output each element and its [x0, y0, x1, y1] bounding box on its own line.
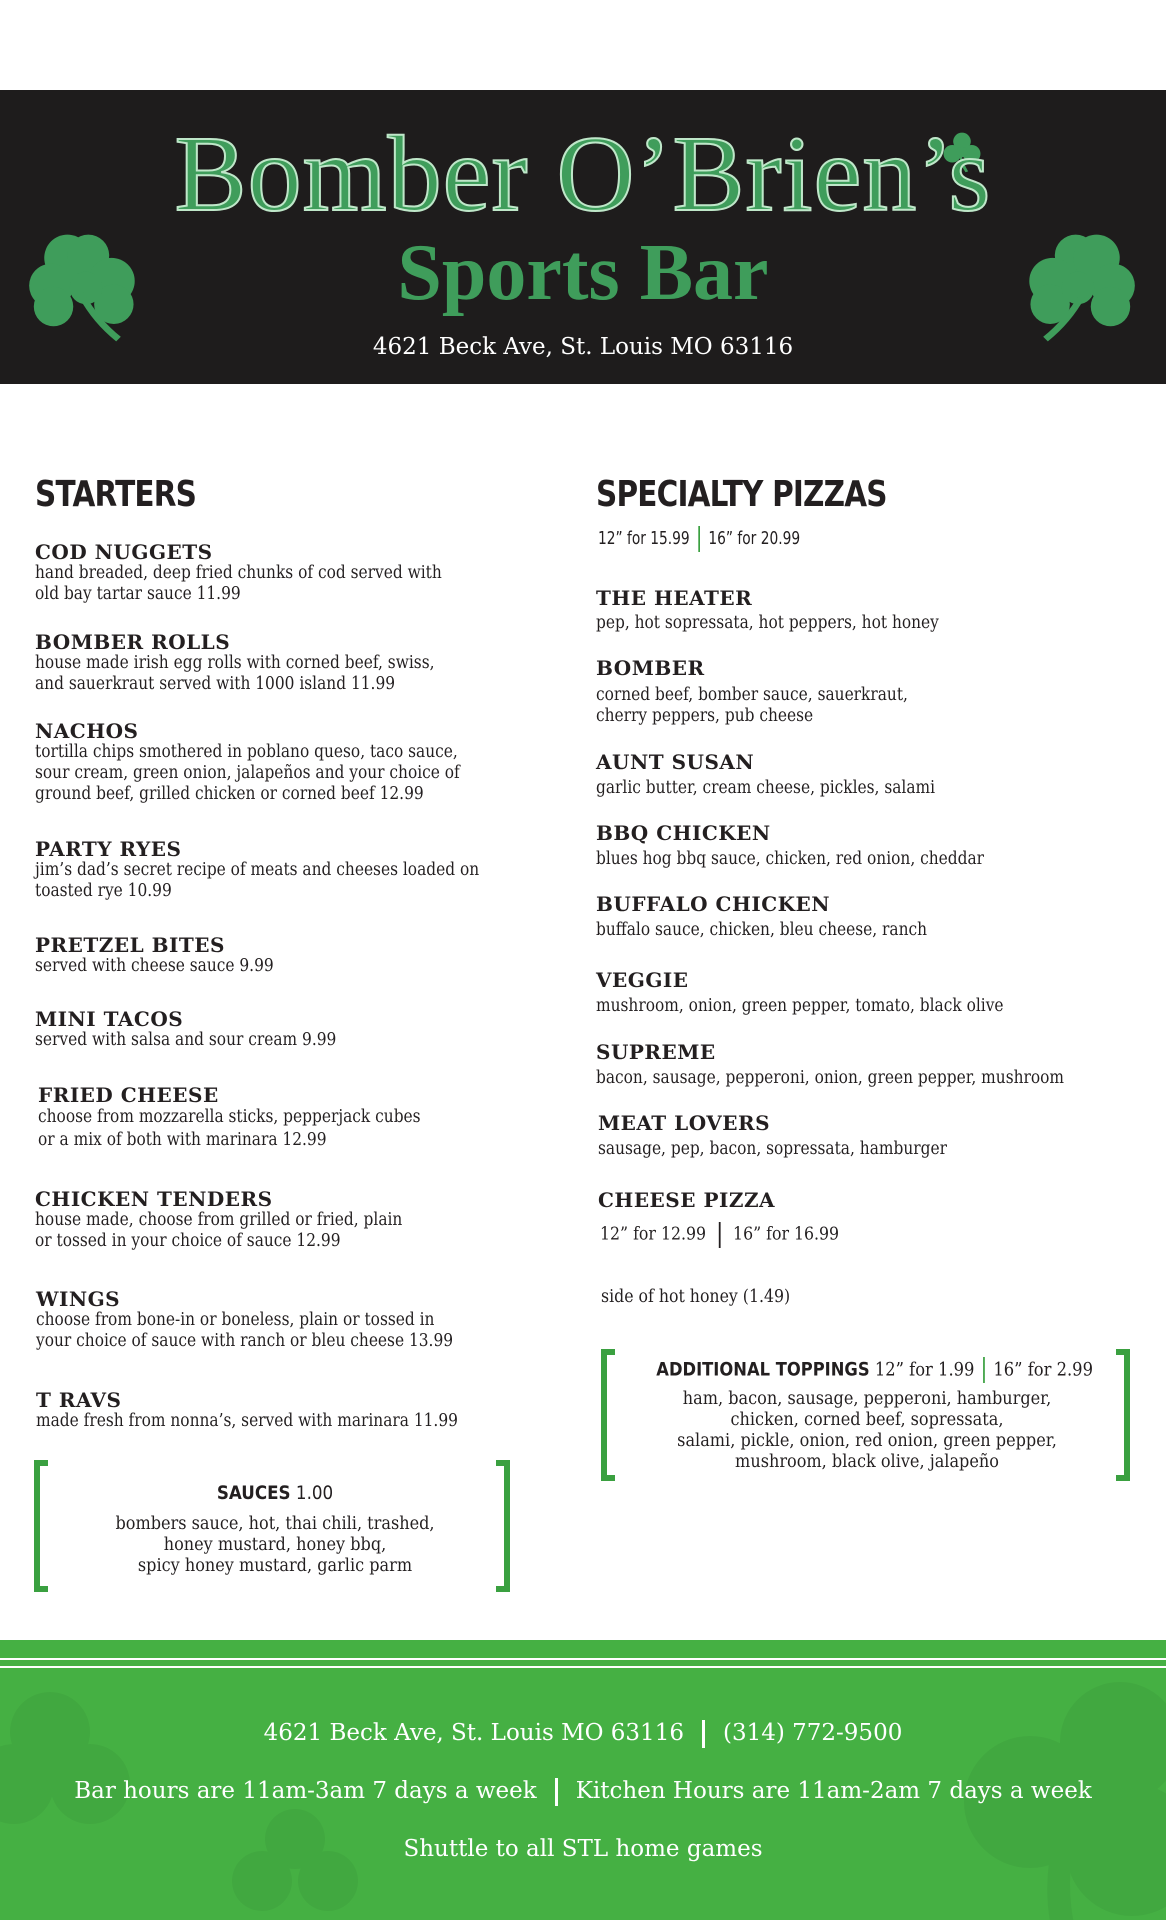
item-name: BBQ CHICKEN — [596, 821, 771, 845]
item-name: NACHOS — [35, 719, 139, 743]
footer-rule — [0, 1666, 1166, 1668]
divider — [719, 1222, 721, 1248]
item-name: CHICKEN TENDERS — [35, 1187, 273, 1211]
item-description: tortilla chips smothered in poblano queso, taco sauce, sour cream, green onion, jalapeños and your choice of ground beef, grilled chicken or corned beef 12.99 — [35, 742, 460, 804]
bracket-left — [601, 1349, 615, 1481]
item-name: BOMBER ROLLS — [35, 630, 231, 654]
item-description: choose from mozzarella sticks, pepperjack cubes or a mix of both with marinara 12.99 — [38, 1107, 421, 1150]
cheese-pizza-prices — [600, 1222, 839, 1248]
brand-name: Bomber O’Brien’s — [174, 115, 992, 234]
sauces-label: SAUCES — [216, 1482, 291, 1504]
item-name: MEAT LOVERS — [598, 1111, 771, 1135]
footer-rule — [0, 1658, 1166, 1660]
footer-hours — [0, 1778, 1166, 1806]
menu-item — [596, 587, 1166, 634]
sauces-box — [60, 1482, 490, 1577]
item-description: house made irish egg rolls with corned beef, swiss, and sauerkraut served with 1000 island 11.99 — [35, 653, 435, 694]
item-name: BOMBER — [596, 656, 705, 680]
kitchen-hours: Kitchen Hours are 11am-2am 7 days a week — [575, 1778, 1092, 1804]
starters-title: STARTERS — [35, 474, 197, 515]
price-large: 16” for 20.99 — [708, 528, 801, 549]
item-name: AUNT SUSAN — [596, 750, 755, 774]
footer-address: 4621 Beck Ave, St. Louis MO 63116 — [263, 1720, 684, 1746]
menu-item — [596, 657, 1166, 727]
bracket-right — [1116, 1349, 1130, 1481]
cheese-pizza — [598, 1189, 775, 1211]
menu-item — [36, 1288, 676, 1352]
footer-phone[interactable]: (314) 772-9500 — [722, 1720, 903, 1746]
item-description: choose from bone-in or boneless, plain or tossed in your choice of sauce with ranch or bleu cheese 13.99 — [36, 1310, 454, 1351]
menu-item — [35, 631, 675, 695]
menu-item — [596, 822, 1166, 870]
bracket-left — [34, 1460, 48, 1592]
divider — [698, 526, 700, 552]
header-address: 4621 Beck Ave, St. Louis MO 63116 — [372, 334, 794, 360]
item-description: sausage, pep, bacon, sopressata, hamburger — [598, 1139, 947, 1159]
menu-item — [38, 1084, 678, 1152]
toppings-list: ham, bacon, sausage, pepperoni, hamburger, chicken, corned beef, sopressata, salami, pickle, onion, red onion, green pepper, mushroom, black olive, jalapeño — [677, 1389, 1057, 1472]
menu-item — [35, 720, 675, 805]
item-description: blues hog bbq sauce, chicken, red onion, cheddar — [596, 849, 985, 869]
footer — [0, 1640, 1166, 1920]
bracket-right — [496, 1460, 510, 1592]
item-name: SUPREME — [596, 1040, 716, 1064]
header-banner — [0, 90, 1166, 384]
item-name: PRETZEL BITES — [35, 933, 225, 957]
divider — [702, 1720, 705, 1748]
toppings-box — [622, 1357, 1112, 1473]
item-description: house made, choose from grilled or fried, plain or tossed in your choice of sauce 12.99 — [35, 1210, 403, 1251]
menu-item — [598, 1112, 1166, 1160]
menu-item — [35, 934, 675, 977]
item-name: CHEESE PIZZA — [598, 1188, 776, 1212]
item-description: bacon, sausage, pepperoni, onion, green pepper, mushroom — [596, 1068, 1065, 1088]
item-name: MINI TACOS — [35, 1007, 184, 1031]
price-large: 16” for 16.99 — [733, 1224, 840, 1245]
item-description: served with cheese sauce 9.99 — [35, 956, 274, 976]
menu-item — [35, 1008, 675, 1051]
item-name: FRIED CHEESE — [38, 1083, 219, 1107]
side-hot-honey: side of hot honey (1.49) — [601, 1287, 791, 1307]
item-description: pep, hot sopressata, hot peppers, hot honey — [596, 613, 939, 633]
item-description: hand breaded, deep fried chunks of cod served with old bay tartar sauce 11.99 — [35, 563, 442, 604]
menu-item — [35, 838, 675, 902]
toppings-heading — [656, 1357, 1093, 1383]
item-description: buffalo sauce, chicken, bleu cheese, ranch — [596, 920, 928, 940]
item-name: PARTY RYES — [35, 837, 182, 861]
item-name: COD NUGGETS — [35, 540, 213, 564]
divider — [983, 1357, 985, 1383]
price-small: 12” for 1.99 — [874, 1358, 975, 1381]
toppings-label: ADDITIONAL TOPPINGS — [656, 1358, 870, 1381]
price-small: 12” for 12.99 — [600, 1224, 707, 1245]
side-option — [601, 1287, 790, 1307]
menu-item — [596, 893, 1166, 941]
pizza-prices — [598, 526, 800, 552]
sauces-list: bombers sauce, hot, thai chili, trashed, honey mustard, honey bbq, spicy honey mustard, garlic parm — [115, 1514, 435, 1576]
item-name: BUFFALO CHICKEN — [596, 892, 831, 916]
pizzas-title: SPECIALTY PIZZAS — [596, 474, 887, 515]
item-name: WINGS — [36, 1287, 121, 1311]
menu-item — [35, 541, 675, 605]
item-description: garlic butter, cream cheese, pickles, salami — [596, 778, 936, 798]
item-name: THE HEATER — [596, 586, 753, 610]
item-description: corned beef, bomber sauce, sauerkraut, cherry peppers, pub cheese — [596, 685, 908, 726]
sauces-price: 1.00 — [295, 1482, 334, 1504]
footer-contact — [0, 1720, 1166, 1748]
menu-item — [596, 751, 1166, 799]
brand-subtitle: Sports Bar — [397, 229, 769, 317]
item-description: served with salsa and sour cream 9.99 — [35, 1030, 337, 1050]
menu-item — [596, 1041, 1166, 1089]
sauces-heading — [86, 1482, 464, 1504]
item-description: jim’s dad’s secret recipe of meats and cheeses loaded on toasted rye 10.99 — [35, 860, 480, 901]
price-small: 12” for 15.99 — [598, 528, 690, 549]
bar-hours: Bar hours are 11am-3am 7 days a week — [74, 1778, 537, 1804]
item-description: made fresh from nonna’s, served with marinara 11.99 — [36, 1411, 458, 1431]
menu-item — [35, 1188, 675, 1252]
footer-shuttle: Shuttle to all STL home games — [403, 1836, 763, 1862]
menu-item — [36, 1389, 676, 1432]
item-name: T RAVS — [36, 1388, 122, 1412]
item-name: VEGGIE — [596, 968, 689, 992]
item-description: mushroom, onion, green pepper, tomato, black olive — [596, 996, 1004, 1016]
divider — [555, 1778, 558, 1806]
menu-item — [596, 969, 1166, 1017]
price-large: 16” for 2.99 — [993, 1358, 1093, 1381]
